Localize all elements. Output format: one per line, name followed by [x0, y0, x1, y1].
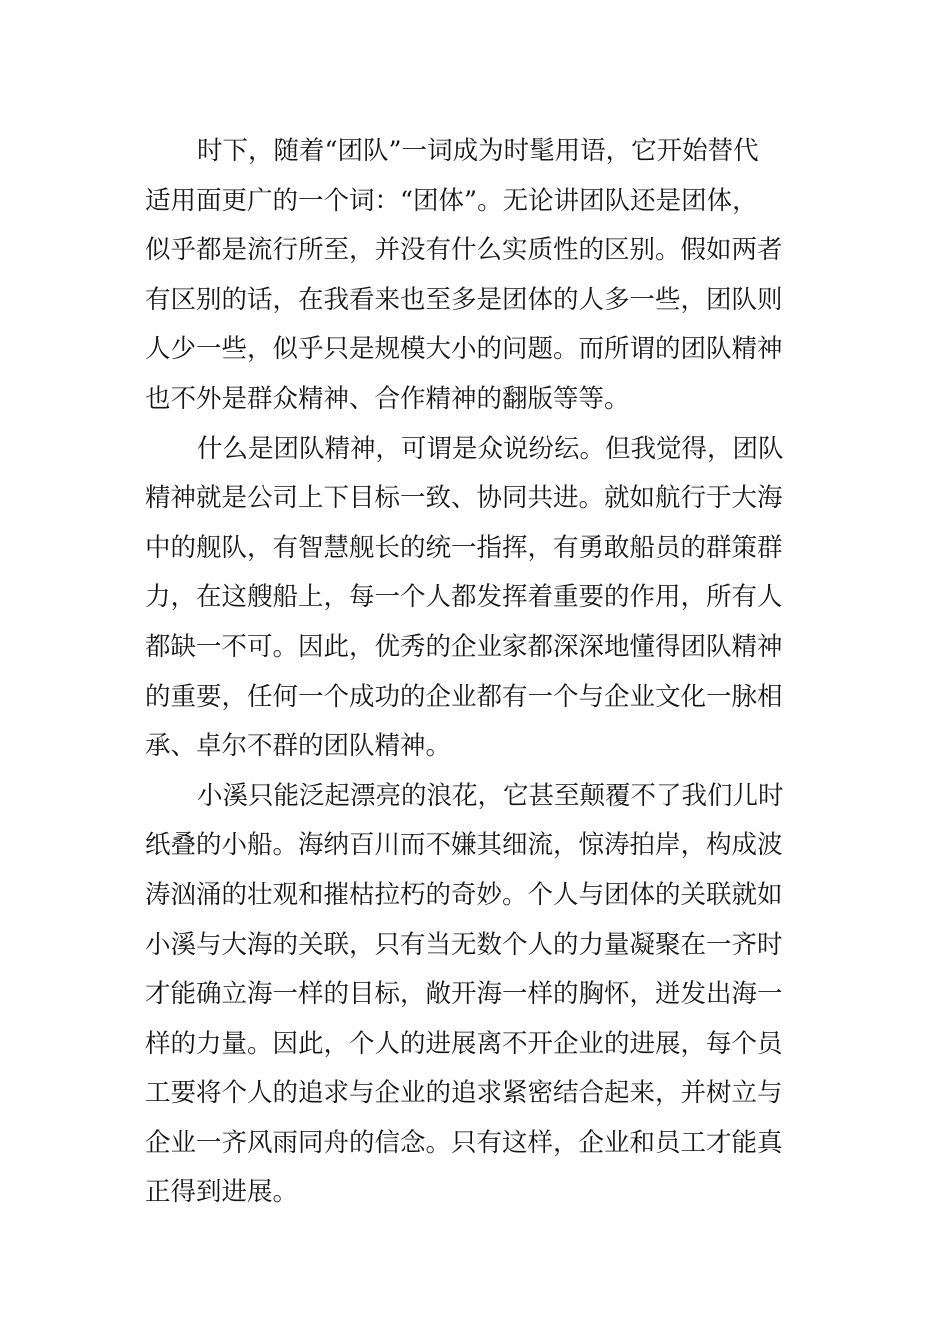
text-line: 中的舰队，有智慧舰长的统一指挥，有勇敢船员的群策群: [145, 532, 783, 563]
text-line: 精神就是公司上下目标一致、协同共进。就如航行于大海: [145, 483, 783, 514]
text-line: 有区别的话，在我看来也至多是团体的人多一些，团队则: [145, 284, 783, 315]
text-line: 正得到进展。: [145, 1177, 299, 1208]
text-line: 力，在这艘船上，每一个人都发挥着重要的作用，所有人: [145, 582, 783, 613]
text-line: 人少一些，似乎只是规模大小的问题。而所谓的团队精神: [145, 334, 783, 365]
paragraph-2: [145, 425, 809, 772]
text-line: 都缺一不可。因此，优秀的企业家都深深地懂得团队精神: [145, 631, 783, 662]
paragraph-1: [145, 127, 809, 425]
text-line: 纸叠的小船。海纳百川而不嫌其细流，惊涛拍岸，构成波: [145, 830, 783, 861]
text-line: 小溪只能泛起漂亮的浪花，它甚至颠覆不了我们儿时: [197, 780, 784, 811]
text-line: 似乎都是流行所至，并没有什么实质性的区别。假如两者: [145, 235, 783, 266]
text-line: 涛汹涌的壮观和摧枯拉朽的奇妙。个人与团体的关联就如: [145, 879, 783, 910]
text-line: 承、卓尔不群的团队精神。: [145, 731, 452, 762]
text-line: 也不外是群众精神、合作精神的翻版等等。: [145, 383, 630, 414]
text-line: 样的力量。因此，个人的进展离不开企业的进展，每个员: [145, 1028, 783, 1059]
text-line: 小溪与大海的关联，只有当无数个人的力量凝聚在一齐时: [145, 929, 783, 960]
text-line: 时下，随着“团队”一词成为时髦用语，它开始替代: [197, 136, 759, 166]
text-line: 适用面更广的一个词：“团体”。无论讲团队还是团体，: [145, 185, 758, 216]
text-line: 工要将个人的追求与企业的追求紧密结合起来，并树立与: [145, 1078, 783, 1109]
text-line: 什么是团队精神，可谓是众说纷纭。但我觉得，团队: [197, 433, 784, 464]
text-line: 的重要，任何一个成功的企业都有一个与企业文化一脉相: [145, 681, 783, 712]
text-line: 才能确立海一样的目标，敞开海一样的胸怀，迸发出海一: [145, 979, 783, 1010]
document-body: [145, 127, 809, 1218]
paragraph-3: [145, 772, 809, 1218]
text-line: 企业一齐风雨同舟的信念。只有这样，企业和员工才能真: [145, 1127, 783, 1158]
